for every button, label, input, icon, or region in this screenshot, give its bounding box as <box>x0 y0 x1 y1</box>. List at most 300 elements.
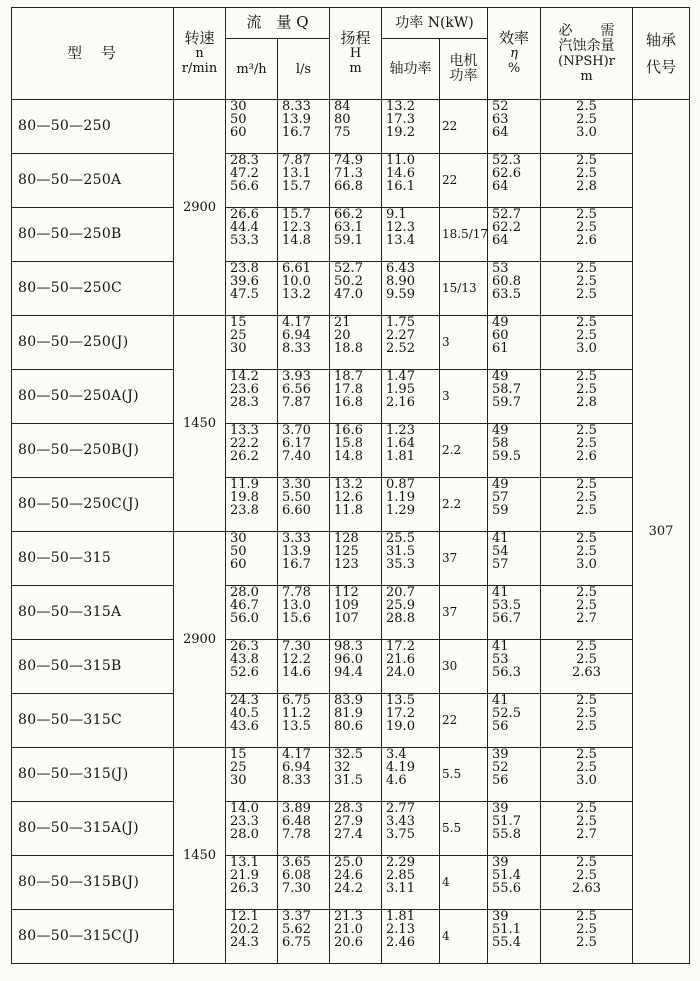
shaft-power-value: 11.0 <box>386 153 415 168</box>
flow-ls-cell <box>278 478 330 532</box>
shaft-power-value: 14.6 <box>386 166 415 182</box>
shaft-power-cell <box>382 640 440 694</box>
shaft-power-cell <box>382 856 440 910</box>
shaft-power-value: 17.2 <box>386 639 415 654</box>
motor-power-cell: 22 <box>440 154 488 208</box>
flow-ls-cell <box>278 748 330 802</box>
motor-power-header-line1: 电机 <box>449 53 478 69</box>
efficiency-value: 51.1 <box>492 922 521 938</box>
head-header-label: 扬程 <box>340 29 371 47</box>
npsh-value: 2.5 <box>576 652 597 668</box>
flow-m3h-cell <box>226 910 278 964</box>
efficiency-value: 41 <box>492 531 509 546</box>
flow-ls-value: 16.7 <box>282 125 311 141</box>
flow-m3h-value: 30 <box>230 773 247 789</box>
efficiency-cell <box>488 100 541 154</box>
flow-m3h-cell <box>226 370 278 424</box>
pump-performance-table <box>11 7 690 964</box>
npsh-value: 2.5 <box>576 503 597 519</box>
flow-m3h-value: 14.0 <box>230 801 259 816</box>
model-cell: 80—50—250C(J) <box>12 478 174 532</box>
head-cell <box>330 640 382 694</box>
model-cell: 80—50—250B <box>12 208 174 262</box>
efficiency-cell <box>488 802 541 856</box>
flow-m3h-cell <box>226 100 278 154</box>
flow-m3h-value: 30 <box>230 531 247 546</box>
npsh-value: 2.6 <box>576 233 597 249</box>
shaft-power-value: 1.29 <box>386 503 415 519</box>
motor-power-cell: 5.5 <box>440 748 488 802</box>
shaft-power-value: 0.87 <box>386 477 415 492</box>
efficiency-cell <box>488 424 541 478</box>
efficiency-header-label: 效率 <box>499 29 530 47</box>
speed-header-label: 转速 <box>184 29 215 47</box>
flow-ls-value: 8.33 <box>282 99 311 114</box>
head-header-unit: m <box>349 61 362 76</box>
shaft-power-value: 17.3 <box>386 112 415 128</box>
shaft-power-cell <box>382 694 440 748</box>
flow-m3h-header: m³/h <box>226 39 278 100</box>
shaft-power-value: 13.2 <box>386 99 415 114</box>
head-value: 84 <box>334 99 351 114</box>
efficiency-cell <box>488 532 541 586</box>
npsh-value: 2.5 <box>576 531 597 546</box>
flow-ls-cell <box>278 316 330 370</box>
efficiency-value: 54 <box>492 544 509 560</box>
npsh-cell <box>541 208 633 262</box>
head-cell <box>330 478 382 532</box>
speed-cell: 2900 <box>174 100 226 316</box>
shaft-power-value: 12.3 <box>386 220 415 236</box>
flow-m3h-value: 28.0 <box>230 827 259 843</box>
efficiency-value: 59.5 <box>492 449 521 465</box>
efficiency-value: 41 <box>492 639 509 654</box>
efficiency-cell <box>488 316 541 370</box>
efficiency-cell <box>488 154 541 208</box>
flow-ls-value: 6.94 <box>282 760 311 776</box>
npsh-cell <box>541 694 633 748</box>
flow-m3h-value: 56.6 <box>230 179 259 195</box>
flow-ls-value: 16.7 <box>282 557 311 573</box>
shaft-power-cell <box>382 532 440 586</box>
npsh-value: 2.5 <box>576 868 597 884</box>
flow-ls-value: 5.62 <box>282 922 311 938</box>
npsh-cell <box>541 370 633 424</box>
shaft-power-value: 2.77 <box>386 801 415 816</box>
flow-ls-value: 7.87 <box>282 153 311 168</box>
head-cell <box>330 856 382 910</box>
head-value: 52.7 <box>334 261 363 276</box>
flow-m3h-value: 28.0 <box>230 585 259 600</box>
flow-m3h-value: 28.3 <box>230 153 259 168</box>
bearing-code-cell: 307 <box>633 100 690 964</box>
npsh-value: 2.5 <box>576 747 597 762</box>
flow-m3h-cell <box>226 316 278 370</box>
npsh-value: 2.7 <box>576 827 597 843</box>
npsh-value: 2.5 <box>576 935 597 951</box>
flow-ls-value: 4.17 <box>282 747 311 762</box>
table-row <box>12 316 690 370</box>
flow-ls-value: 3.70 <box>282 423 311 438</box>
head-value: 98.3 <box>334 639 363 654</box>
npsh-value: 3.0 <box>576 341 597 357</box>
efficiency-value: 49 <box>492 369 509 384</box>
shaft-power-value: 1.64 <box>386 436 415 452</box>
flow-ls-value: 7.87 <box>282 395 311 411</box>
flow-ls-value: 6.48 <box>282 814 311 830</box>
shaft-power-value: 2.52 <box>386 341 415 357</box>
shaft-power-cell <box>382 208 440 262</box>
flow-m3h-cell <box>226 154 278 208</box>
head-value: 25.0 <box>334 855 363 870</box>
shaft-power-value: 9.59 <box>386 287 415 303</box>
shaft-power-value: 3.4 <box>386 747 407 762</box>
efficiency-value: 39 <box>492 855 509 870</box>
head-cell <box>330 154 382 208</box>
motor-power-cell: 37 <box>440 586 488 640</box>
flow-m3h-value: 46.7 <box>230 598 259 614</box>
head-value: 14.8 <box>334 449 363 465</box>
npsh-value: 2.5 <box>576 639 597 654</box>
table-row <box>12 802 690 856</box>
efficiency-cell <box>488 262 541 316</box>
motor-power-cell: 22 <box>440 100 488 154</box>
flow-ls-value: 13.0 <box>282 598 311 614</box>
model-cell: 80—50—250B(J) <box>12 424 174 478</box>
table-row <box>12 910 690 964</box>
model-cell: 80—50—250A(J) <box>12 370 174 424</box>
motor-power-header <box>440 39 488 100</box>
flow-ls-value: 3.33 <box>282 531 311 546</box>
speed-cell: 1450 <box>174 316 226 532</box>
npsh-value: 2.5 <box>576 166 597 182</box>
head-value: 17.8 <box>334 382 363 398</box>
flow-ls-value: 3.30 <box>282 477 311 492</box>
flow-m3h-value: 47.2 <box>230 166 259 182</box>
efficiency-value: 52.5 <box>492 706 521 722</box>
flow-m3h-value: 15 <box>230 747 247 762</box>
head-value: 31.5 <box>334 773 363 789</box>
table-row <box>12 154 690 208</box>
motor-power-cell: 30 <box>440 640 488 694</box>
head-value: 20 <box>334 328 351 344</box>
shaft-power-cell <box>382 154 440 208</box>
model-cell: 80—50—250C <box>12 262 174 316</box>
efficiency-value: 39 <box>492 801 509 816</box>
efficiency-value: 52 <box>492 760 509 776</box>
shaft-power-value: 2.16 <box>386 395 415 411</box>
flow-m3h-value: 22.2 <box>230 436 259 452</box>
head-value: 16.8 <box>334 395 363 411</box>
head-value: 80 <box>334 112 351 128</box>
flow-m3h-value: 25 <box>230 760 247 776</box>
head-value: 83.9 <box>334 693 363 708</box>
shaft-power-value: 3.11 <box>386 881 415 897</box>
flow-m3h-cell <box>226 262 278 316</box>
flow-ls-cell <box>278 370 330 424</box>
model-cell: 80—50—315 <box>12 532 174 586</box>
flow-m3h-value: 20.2 <box>230 922 259 938</box>
model-header: 型 号 <box>12 8 174 100</box>
model-cell: 80—50—250(J) <box>12 316 174 370</box>
shaft-power-value: 2.13 <box>386 922 415 938</box>
shaft-power-cell <box>382 370 440 424</box>
efficiency-value: 60.8 <box>492 274 521 290</box>
npsh-value: 2.6 <box>576 449 597 465</box>
shaft-power-value: 1.75 <box>386 315 415 330</box>
head-value: 109 <box>334 598 359 614</box>
flow-m3h-value: 23.8 <box>230 503 259 519</box>
shaft-power-cell <box>382 316 440 370</box>
flow-ls-header: l/s <box>278 39 330 100</box>
head-value: 66.8 <box>334 179 363 195</box>
model-cell: 80—50—250A <box>12 154 174 208</box>
shaft-power-value: 17.2 <box>386 706 415 722</box>
shaft-power-value: 16.1 <box>386 179 415 195</box>
table-body <box>12 100 690 964</box>
head-value: 59.1 <box>334 233 363 249</box>
head-value: 18.7 <box>334 369 363 384</box>
npsh-value: 2.5 <box>576 423 597 438</box>
npsh-value: 2.5 <box>576 719 597 735</box>
flow-m3h-value: 26.2 <box>230 449 259 465</box>
motor-power-cell: 3 <box>440 370 488 424</box>
efficiency-value: 63.5 <box>492 287 521 303</box>
efficiency-value: 58.7 <box>492 382 521 398</box>
flow-m3h-cell <box>226 532 278 586</box>
efficiency-value: 55.8 <box>492 827 521 843</box>
flow-m3h-cell <box>226 586 278 640</box>
shaft-power-cell <box>382 748 440 802</box>
flow-header: 流 量 Q <box>226 8 330 39</box>
head-cell <box>330 586 382 640</box>
head-cell <box>330 316 382 370</box>
npsh-cell <box>541 748 633 802</box>
head-value: 16.6 <box>334 423 363 438</box>
flow-m3h-value: 28.3 <box>230 395 259 411</box>
table-row <box>12 748 690 802</box>
shaft-power-value: 2.29 <box>386 855 415 870</box>
efficiency-value: 56.3 <box>492 665 521 681</box>
head-header-symbol: H <box>349 46 362 61</box>
npsh-value: 2.5 <box>576 382 597 398</box>
flow-m3h-value: 60 <box>230 557 247 573</box>
npsh-cell <box>541 316 633 370</box>
shaft-power-value: 8.90 <box>386 274 415 290</box>
npsh-header <box>541 8 633 100</box>
flow-ls-value: 3.65 <box>282 855 311 870</box>
npsh-value: 2.8 <box>576 179 597 195</box>
efficiency-value: 49 <box>492 477 509 492</box>
motor-power-cell: 2.2 <box>440 478 488 532</box>
flow-m3h-cell <box>226 748 278 802</box>
shaft-power-value: 1.95 <box>386 382 415 398</box>
flow-ls-value: 6.60 <box>282 503 311 519</box>
efficiency-cell <box>488 856 541 910</box>
flow-m3h-value: 52.6 <box>230 665 259 681</box>
shaft-power-value: 19.0 <box>386 719 415 735</box>
head-value: 11.8 <box>334 503 363 519</box>
efficiency-value: 52.7 <box>492 207 521 222</box>
flow-m3h-value: 60 <box>230 125 247 141</box>
shaft-power-value: 2.46 <box>386 935 415 951</box>
shaft-power-value: 25.9 <box>386 598 415 614</box>
npsh-cell <box>541 640 633 694</box>
efficiency-value: 63 <box>492 112 509 128</box>
head-value: 47.0 <box>334 287 363 303</box>
npsh-cell <box>541 262 633 316</box>
head-value: 63.1 <box>334 220 363 236</box>
efficiency-cell <box>488 586 541 640</box>
table-row <box>12 586 690 640</box>
flow-ls-cell <box>278 208 330 262</box>
head-value: 128 <box>334 531 359 546</box>
head-value: 21 <box>334 315 351 330</box>
table-row <box>12 208 690 262</box>
npsh-value: 2.63 <box>572 665 601 681</box>
efficiency-value: 52.3 <box>492 153 521 168</box>
npsh-cell <box>541 100 633 154</box>
motor-power-cell: 4 <box>440 856 488 910</box>
shaft-power-value: 1.81 <box>386 449 415 465</box>
npsh-value: 3.0 <box>576 773 597 789</box>
head-cell <box>330 370 382 424</box>
shaft-power-value: 19.2 <box>386 125 415 141</box>
flow-m3h-value: 24.3 <box>230 693 259 708</box>
flow-m3h-value: 26.6 <box>230 207 259 222</box>
npsh-cell <box>541 532 633 586</box>
model-cell: 80—50—315A <box>12 586 174 640</box>
head-cell <box>330 208 382 262</box>
table-row <box>12 856 690 910</box>
bearing-header-line2: 代号 <box>646 57 677 76</box>
shaft-power-value: 2.27 <box>386 328 415 344</box>
head-cell <box>330 910 382 964</box>
speed-cell: 2900 <box>174 532 226 748</box>
npsh-value: 2.5 <box>576 220 597 236</box>
efficiency-value: 41 <box>492 693 509 708</box>
flow-ls-value: 12.2 <box>282 652 311 668</box>
head-value: 94.4 <box>334 665 363 681</box>
shaft-power-value: 24.0 <box>386 665 415 681</box>
flow-m3h-value: 43.6 <box>230 719 259 735</box>
shaft-power-value: 1.19 <box>386 490 415 506</box>
efficiency-value: 62.2 <box>492 220 521 236</box>
head-cell <box>330 532 382 586</box>
npsh-value: 2.5 <box>576 693 597 708</box>
flow-m3h-value: 50 <box>230 544 247 560</box>
head-value: 21.0 <box>334 922 363 938</box>
flow-m3h-value: 26.3 <box>230 881 259 897</box>
flow-ls-value: 15.6 <box>282 611 311 627</box>
shaft-power-value: 1.23 <box>386 423 415 438</box>
motor-power-cell: 22 <box>440 694 488 748</box>
npsh-value: 2.5 <box>576 801 597 816</box>
table-row <box>12 262 690 316</box>
flow-ls-value: 6.75 <box>282 693 311 708</box>
head-value: 50.2 <box>334 274 363 290</box>
head-value: 24.2 <box>334 881 363 897</box>
model-cell: 80—50—315C(J) <box>12 910 174 964</box>
flow-ls-value: 13.9 <box>282 544 311 560</box>
flow-ls-cell <box>278 100 330 154</box>
head-value: 112 <box>334 585 359 600</box>
npsh-value: 2.5 <box>576 585 597 600</box>
npsh-value: 2.5 <box>576 315 597 330</box>
npsh-cell <box>541 154 633 208</box>
flow-m3h-value: 12.1 <box>230 909 259 924</box>
flow-ls-cell <box>278 586 330 640</box>
npsh-value: 2.63 <box>572 881 601 897</box>
npsh-value: 2.5 <box>576 274 597 290</box>
efficiency-value: 39 <box>492 909 509 924</box>
head-cell <box>330 424 382 478</box>
flow-m3h-value: 21.9 <box>230 868 259 884</box>
npsh-value: 2.5 <box>576 153 597 168</box>
npsh-value: 2.8 <box>576 395 597 411</box>
flow-ls-value: 6.08 <box>282 868 311 884</box>
shaft-power-value: 21.6 <box>386 652 415 668</box>
motor-power-header-line2: 功率 <box>449 68 478 84</box>
shaft-power-header: 轴功率 <box>382 39 440 100</box>
flow-ls-value: 6.17 <box>282 436 311 452</box>
flow-ls-cell <box>278 532 330 586</box>
head-value: 27.4 <box>334 827 363 843</box>
flow-m3h-cell <box>226 478 278 532</box>
efficiency-value: 53 <box>492 652 509 668</box>
head-value: 24.6 <box>334 868 363 884</box>
motor-power-cell: 3 <box>440 316 488 370</box>
head-value: 80.6 <box>334 719 363 735</box>
table-row <box>12 370 690 424</box>
model-cell: 80—50—315A(J) <box>12 802 174 856</box>
npsh-header-line4: m <box>580 68 593 84</box>
flow-ls-value: 7.78 <box>282 827 311 843</box>
flow-m3h-value: 30 <box>230 341 247 357</box>
head-value: 74.9 <box>334 153 363 168</box>
shaft-power-value: 6.43 <box>386 261 415 276</box>
npsh-value: 2.5 <box>576 490 597 506</box>
flow-m3h-cell <box>226 640 278 694</box>
flow-m3h-value: 40.5 <box>230 706 259 722</box>
efficiency-value: 56 <box>492 719 509 735</box>
npsh-value: 2.5 <box>576 922 597 938</box>
efficiency-value: 51.7 <box>492 814 521 830</box>
flow-ls-value: 3.89 <box>282 801 311 816</box>
npsh-value: 2.5 <box>576 706 597 722</box>
flow-ls-value: 4.17 <box>282 315 311 330</box>
npsh-value: 2.5 <box>576 261 597 276</box>
model-cell: 80—50—250 <box>12 100 174 154</box>
flow-ls-value: 11.2 <box>282 706 311 722</box>
flow-m3h-value: 53.3 <box>230 233 259 249</box>
head-cell <box>330 748 382 802</box>
efficiency-value: 39 <box>492 747 509 762</box>
efficiency-cell <box>488 370 541 424</box>
speed-header-unit: r/min <box>181 61 218 76</box>
flow-m3h-value: 44.4 <box>230 220 259 236</box>
efficiency-cell <box>488 910 541 964</box>
flow-m3h-value: 13.1 <box>230 855 259 870</box>
model-cell: 80—50—315C <box>12 694 174 748</box>
efficiency-cell <box>488 640 541 694</box>
npsh-value: 2.5 <box>576 598 597 614</box>
flow-m3h-value: 56.0 <box>230 611 259 627</box>
efficiency-value: 57 <box>492 490 509 506</box>
power-header: 功率 N(kW) <box>382 8 488 39</box>
head-value: 66.2 <box>334 207 363 222</box>
head-value: 18.8 <box>334 341 363 357</box>
